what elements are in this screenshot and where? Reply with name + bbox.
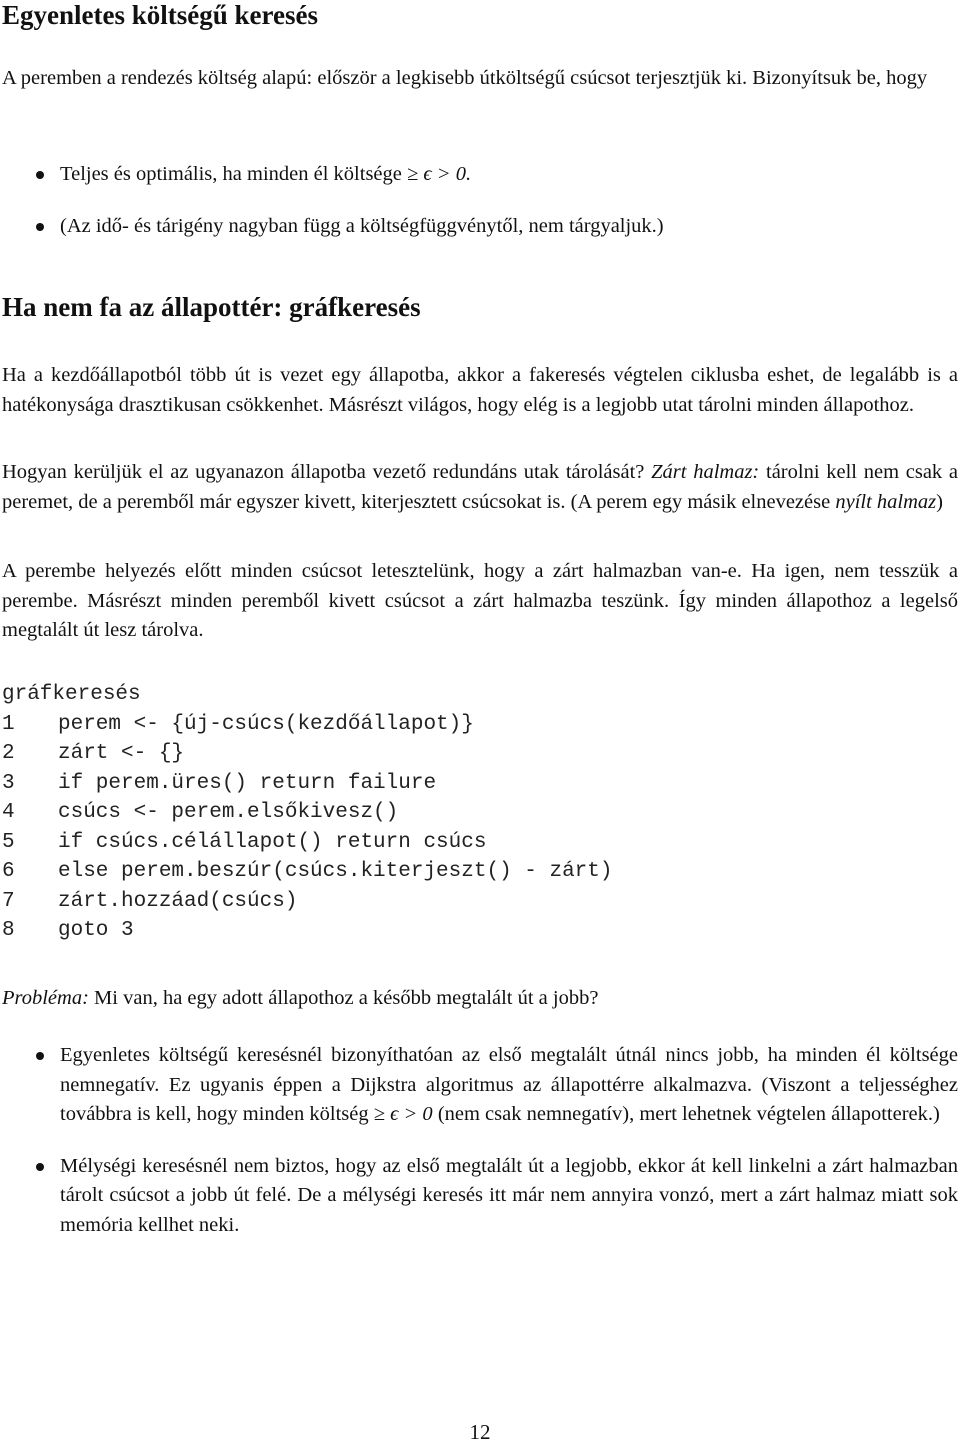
- bullet-icon: [36, 1052, 44, 1060]
- code-line-text: else perem.beszúr(csúcs.kiterjeszt() - zárt): [58, 860, 613, 883]
- code-line-number: 1: [2, 712, 15, 736]
- code-line: [2, 916, 613, 946]
- cost-condition-math: ≥ ϵ > 0.: [407, 163, 472, 185]
- code-line: [2, 828, 613, 858]
- code-lines: [2, 710, 613, 946]
- claims-list: [0, 160, 960, 241]
- paragraph-text: Hogyan kerüljük el az ugyanazon állapotba vezető redundáns utak tárolását?: [2, 461, 645, 483]
- paragraph-text: tárolni kell nem csak a peremet, de a peremből már egyszer kivett, kiterjesztett csúcsokat is. (A perem egy másik elnevezése: [2, 461, 959, 513]
- list-item: [0, 160, 958, 190]
- code-line: [2, 887, 613, 917]
- code-line: [2, 710, 613, 740]
- code-line-text: goto 3: [58, 919, 134, 942]
- code-line: [2, 739, 613, 769]
- intro-paragraph: A peremben a rendezés költség alapú: először a legkisebb útköltségű csúcsot terjesztjük ki. Bizonyítsuk be, hogy: [2, 67, 928, 89]
- paragraph-text: ): [936, 490, 943, 513]
- code-line: [2, 857, 613, 887]
- bullet-icon: [36, 1163, 44, 1171]
- problem-paragraph: [2, 984, 958, 1014]
- closed-set-term: Zárt halmaz:: [651, 461, 760, 483]
- code-line-number: 5: [2, 830, 15, 854]
- paragraph: [2, 458, 958, 517]
- answers-list: [0, 1041, 960, 1240]
- code-line-number: 3: [2, 771, 15, 795]
- claim-text: (Az idő- és tárigény nagyban függ a költségfüggvénytől, nem tárgyaljuk.): [60, 214, 664, 237]
- code-line-number: 7: [2, 889, 15, 913]
- list-item: [0, 1152, 958, 1241]
- answer-text: (nem csak nemnegatív), mert lehetnek végtelen állapotterek.): [437, 1103, 940, 1125]
- problem-text: Mi van, ha egy adott állapothoz a később megtalált út a jobb?: [94, 987, 599, 1009]
- code-line-number: 8: [2, 919, 15, 942]
- cost-condition-math: ≥ ϵ > 0: [373, 1103, 433, 1125]
- code-line-number: 6: [2, 860, 15, 883]
- code-line-text: csúcs <- perem.elsőkivesz(): [58, 801, 399, 824]
- list-item: [0, 1041, 958, 1130]
- code-line-number: 4: [2, 801, 15, 824]
- answer-text: Mélységi keresésnél nem biztos, hogy az első megtalált út a legjobb, ekkor át kell linkelni a zárt halmazban tárolt csúcsot a jobb út felé. De a mélységi keresés itt már nem annyira vonzó, mert a zárt halmaz miatt sok memória kellhet neki.: [60, 1154, 958, 1236]
- code-line-number: 2: [2, 742, 15, 765]
- claim-text: Teljes és optimális, ha minden él költsége: [60, 163, 402, 185]
- bullet-icon: [36, 171, 44, 179]
- page-number: 12: [469, 1420, 491, 1444]
- section-title-uniform-cost: Egyenletes költségű keresés: [2, 0, 318, 30]
- paragraph: Ha a kezdőállapotból több út is vezet egy állapotba, akkor a fakeresés végtelen ciklusba eshet, de legalább is a hatékonysága drasztikusan csökkenhet. Másrészt világos, hogy elég is a legjobb utat tárolni minden állapothoz.: [2, 364, 958, 416]
- section-title-graph-search: Ha nem fa az állapottér: gráfkeresés: [2, 292, 421, 322]
- open-set-term: nyílt halmaz: [835, 490, 937, 513]
- list-item: [0, 212, 958, 242]
- paragraph: A perembe helyezés előtt minden csúcsot letesztelünk, hogy a zárt halmazban van-e. Ha igen, nem tesszük a perembe. Másrészt minden peremből kivett csúcsot a zárt halmazba teszünk. Így minden állapothoz a legelső megtalált út lesz tárolva.: [2, 560, 958, 641]
- code-line-text: if csúcs.célállapot() return csúcs: [58, 830, 487, 854]
- code-line: [2, 798, 613, 828]
- code-line-text: zárt <- {}: [58, 742, 185, 765]
- code-line-text: perem <- {új-csúcs(kezdőállapot)}: [58, 712, 474, 736]
- code-line-text: if perem.üres() return failure: [58, 771, 437, 795]
- code-title: gráfkeresés: [2, 683, 141, 706]
- bullet-icon: [36, 223, 44, 231]
- pseudocode-block: [2, 680, 613, 946]
- problem-label: Probléma:: [2, 987, 89, 1009]
- answer-text: Egyenletes költségű keresésnél bizonyíthatóan az első megtalált útnál nincs jobb, ha minden él költsége nemnegatív. Ez ugyanis éppen a Dijkstra algoritmus az állapottérre alkalmazva. (Viszont a teljességhez továbbra is kell, hogy minden költség: [60, 1044, 958, 1125]
- code-line-text: zárt.hozzáad(csúcs): [58, 889, 298, 913]
- code-line: [2, 769, 613, 799]
